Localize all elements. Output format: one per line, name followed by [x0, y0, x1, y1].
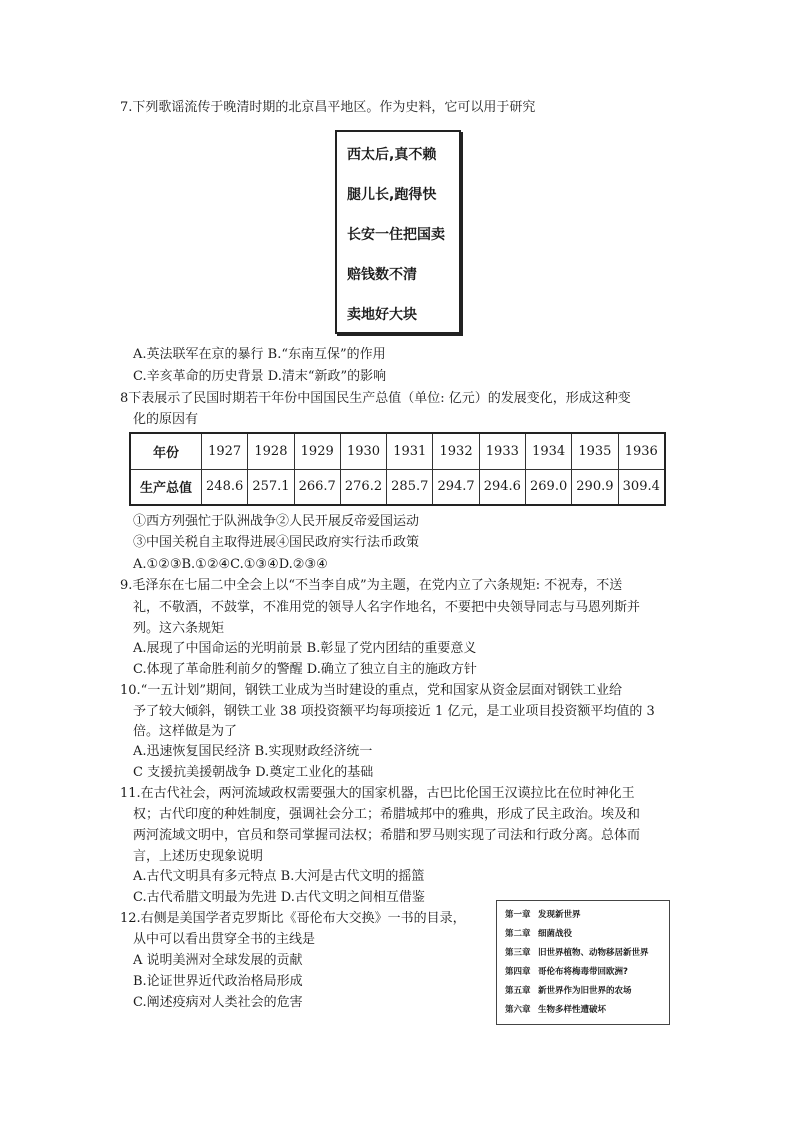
table-cell-value: 294.6 — [479, 469, 525, 505]
table-cell-value: 285.7 — [387, 469, 433, 505]
q12-option-line: C.阐述疫病对人类社会的危害 — [133, 995, 303, 1010]
q10-option-line: A.迅速恢复国民经济 B.实现财政经济统一 — [133, 744, 373, 759]
q11-stem: 言，上述历史现象说明 — [133, 849, 264, 864]
ballad-line: 腿儿长,跑得快 — [347, 187, 437, 203]
toc-item — [505, 1003, 606, 1015]
toc-chapter-title: 旧世界植物、动物移居新世界 — [537, 948, 649, 958]
book-contents-box — [496, 900, 670, 1025]
q7-ballad-box — [335, 130, 461, 334]
table-cell-year: 1928 — [248, 433, 294, 469]
toc-chapter-title: 新世界作为旧世界的农场 — [537, 986, 632, 996]
toc-chapter-number: 第三章 — [505, 948, 531, 958]
table-cell-year: 1933 — [479, 433, 525, 469]
table-cell-year: 1930 — [340, 433, 386, 469]
toc-item — [505, 908, 580, 920]
q8-stem: 8下表展示了民国时期若干年份中国国民生产总值（单位: 亿元）的发展变化，形成这种变 — [120, 391, 631, 406]
q12-stem: 从中可以看出贯穿全书的主线是 — [133, 932, 316, 947]
gdp-table — [129, 432, 666, 506]
table-cell-year: 1929 — [294, 433, 340, 469]
table-cell-year: 1936 — [618, 433, 665, 469]
toc-chapter-number: 第五章 — [505, 986, 531, 996]
table-cell-value: 248.6 — [202, 469, 248, 505]
table-cell-value: 257.1 — [248, 469, 294, 505]
table-cell-year: 1934 — [525, 433, 571, 469]
table-cell-year: 1927 — [202, 433, 248, 469]
ballad-line: 赔钱数不清 — [347, 267, 417, 283]
table-cell-value: 294.7 — [433, 469, 479, 505]
ballad-line: 西太后,真不赖 — [347, 147, 437, 163]
toc-chapter-number: 第一章 — [505, 910, 531, 920]
q11-stem: 11.在古代社会，两河流域政权需要强大的国家机器，古巴比伦国王汉谟拉比在位时神化王 — [120, 786, 635, 801]
q8-option-line: A.①②③B.①②④C.①③④D.②③④ — [133, 557, 328, 572]
q10-option-line: C 支援抗美援朝战争 D.奠定工业化的基础 — [133, 765, 374, 780]
q10-stem: 予了较大倾斜，钢铁工业 38 项投资额平均每项接近 1 亿元，是工业项目投资额平均值的 3 — [133, 704, 655, 719]
q12-option-line: A 说明美洲对全球发展的贡献 — [133, 953, 303, 968]
table-row — [130, 433, 665, 469]
q7-option-line: C.辛亥革命的历史背景 D.清末“新政”的影响 — [133, 369, 387, 384]
table-cell-value: 269.0 — [525, 469, 571, 505]
table-cell-year: 1931 — [387, 433, 433, 469]
table-cell-year: 1935 — [572, 433, 618, 469]
ballad-line: 卖地好大块 — [347, 307, 417, 323]
toc-chapter-title: 发现新世界 — [537, 910, 581, 920]
q10-stem: 10.“一五计划”期间，钢铁工业成为当时建设的重点，党和国家从资金层面对钢铁工业给 — [120, 683, 622, 698]
table-cell-value: 266.7 — [294, 469, 340, 505]
table-header-value: 生产总值 — [130, 469, 202, 505]
q12-stem: 12.右侧是美国学者克罗斯比《哥伦布大交换》一书的目录， — [120, 911, 466, 926]
q9-option-line: A.展现了中国命运的光明前景 B.彰显了党内团结的重要意义 — [133, 641, 477, 656]
q9-stem: 列。这六条规矩 — [133, 621, 225, 636]
q7-stem: 7.下列歌谣流传于晚清时期的北京昌平地区。作为史料，它可以用于研究 — [120, 100, 536, 115]
toc-item — [505, 946, 648, 958]
q11-option-line: A.古代文明具有多元特点 B.大河是古代文明的摇篮 — [133, 869, 425, 884]
q12-option-line: B.论证世界近代政治格局形成 — [133, 974, 303, 989]
q11-stem: 两河流域文明中，官员和祭司掌握司法权；希腊和罗马则实现了司法和行政分离。总体而 — [133, 828, 641, 843]
toc-chapter-number: 第二章 — [505, 929, 531, 939]
ballad-line: 长安一住把国卖 — [347, 227, 445, 243]
toc-item — [505, 965, 628, 977]
q8-item-line: ①西方列强忙于队洲战争②人民开展反帝爱国运动 — [133, 514, 420, 529]
table-cell-value: 290.9 — [572, 469, 618, 505]
q10-stem: 倍。这样做是为了 — [133, 724, 238, 739]
toc-item — [505, 984, 631, 996]
table-header-year: 年份 — [130, 433, 202, 469]
q9-stem: 9.毛泽东在七届二中全会上以“不当李自成”为主题，在党内立了六条规矩: 不祝寿，不送 — [120, 578, 623, 593]
q8-stem: 化的原因有 — [133, 412, 199, 427]
q8-item-line: ③中国关税自主取得进展④国民政府实行法币政策 — [133, 535, 420, 550]
toc-chapter-title: 细菌战役 — [537, 929, 572, 939]
q7-option-line: A.英法联军在京的暴行 B.“东南互保”的作用 — [133, 347, 386, 362]
q9-stem: 礼，不敬酒，不鼓掌，不准用党的领导人名字作地名，不要把中央领导同志与马恩列斯并 — [133, 600, 641, 615]
q11-option-line: C.古代希腊文明最为先进 D.古代文明之间相互借鉴 — [133, 890, 425, 905]
toc-chapter-number: 第四章 — [505, 967, 531, 977]
table-cell-value: 309.4 — [618, 469, 665, 505]
toc-chapter-number: 第六章 — [505, 1005, 531, 1015]
table-cell-year: 1932 — [433, 433, 479, 469]
toc-chapter-title: 哥伦布将梅毒带回欧洲? — [537, 967, 628, 977]
q9-option-line: C.体现了革命胜利前夕的警醒 D.确立了独立自主的施政方针 — [133, 662, 477, 677]
q11-stem: 权；古代印度的种姓制度，强调社会分工；希腊城邦中的雅典，形成了民主政治。埃及和 — [133, 807, 641, 822]
table-row — [130, 469, 665, 505]
toc-item — [505, 927, 572, 939]
table-cell-value: 276.2 — [340, 469, 386, 505]
toc-chapter-title: 生物多样性遭破坏 — [537, 1005, 606, 1015]
